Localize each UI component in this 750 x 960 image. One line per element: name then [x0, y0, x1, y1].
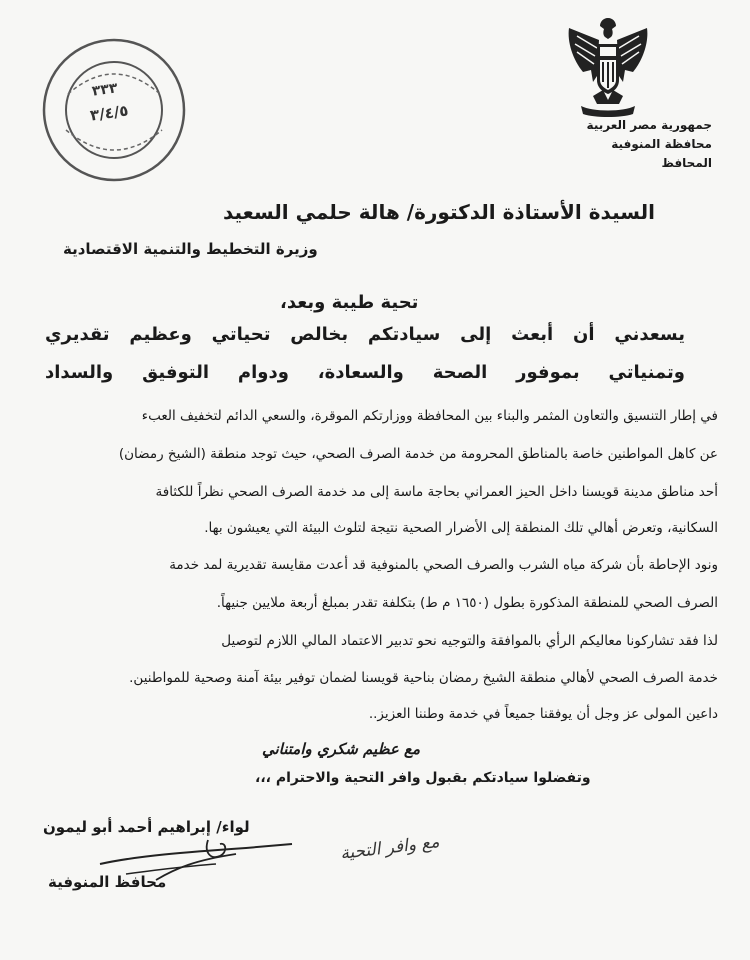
intro-line: وتمنياتي بموفور الصحة والسعادة، ودوام التوفيق والسداد	[45, 362, 685, 383]
letterhead	[532, 116, 712, 173]
body-line: ونود الإحاطة بأن شركة مياه الشرب والصرف الصحي بالمنوفية قد أعدت مقايسة تقديرية لمد خدمة	[169, 557, 718, 573]
closing-regards: وتفضلوا سيادتكم بقبول وافر التحية والاحترام ،،،	[255, 770, 591, 786]
body-line: أحد مناطق مدينة قويسنا داخل الحيز العمراني بحاجة ماسة إلى مد خدمة الصرف الصحي نظراً للكثافة	[155, 484, 718, 500]
signer-title: محافظ المنوفية	[48, 873, 167, 891]
body-line: لذا فقد تشاركونا معاليكم الرأي بالموافقة والتوجيه نحو تدبير الاعتماد المالي اللازم لتوصيل	[221, 633, 718, 649]
eagle-emblem-icon	[563, 12, 653, 120]
recipient-name: السيدة الأستاذة الدكتورة/ هالة حلمي السعيد	[222, 200, 655, 224]
body-line: السكانية، وتعرض أهالي تلك المنطقة إلى الأضرار الصحية نتيجة لتلوث البيئة التي يعيشون بها.	[204, 520, 718, 536]
body-line: داعين المولى عز وجل أن يوفقنا جميعاً في خدمة وطننا العزيز..	[368, 706, 718, 722]
signer-name: لواء/ إبراهيم أحمد أبو ليمون	[43, 818, 250, 836]
closing-thanks: مع عظيم شكري وامتناني	[262, 740, 421, 758]
recipient-title: وزيرة التخطيط والتنمية الاقتصادية	[63, 240, 318, 258]
body-line: الصرف الصحي للمنطقة المذكورة بطول (١٦٥٠ م ط) بتكلفة تقدر بمبلغ أربعة ملايين جنيهاً.	[216, 595, 718, 611]
stamp-number: ٣٣٣	[91, 80, 119, 100]
greeting: تحية طيبة وبعد،	[280, 292, 419, 313]
letterhead-governorate: محافظة المنوفية	[611, 137, 712, 151]
body-line: خدمة الصرف الصحي لأهالي منطقة الشيخ رمضان بناحية قويسنا لضمان توفير بيئة آمنة وصحية للمواطنين.	[129, 670, 718, 686]
handwritten-note: مع وافر التحية	[339, 832, 441, 864]
letterhead-country: جمهورية مصر العربية	[586, 118, 712, 132]
stamp-date: ٣/٤/٥	[88, 101, 130, 125]
body-line: في إطار التنسيق والتعاون المثمر والبناء بين المحافظة ووزارتكم الموقرة، والسعي الدائم لتخفيف العبء	[141, 408, 718, 424]
letterhead-office: المحافظ	[661, 156, 712, 170]
intro-line: يسعدني أن أبعث إلى سيادتكم بخالص تحياتي وعظيم تقديري	[45, 324, 685, 345]
body-line: عن كاهل المواطنين خاصة بالمناطق المحرومة من خدمة الصرف الصحي، حيث توجد منطقة (الشيخ رمضان)	[118, 446, 718, 462]
